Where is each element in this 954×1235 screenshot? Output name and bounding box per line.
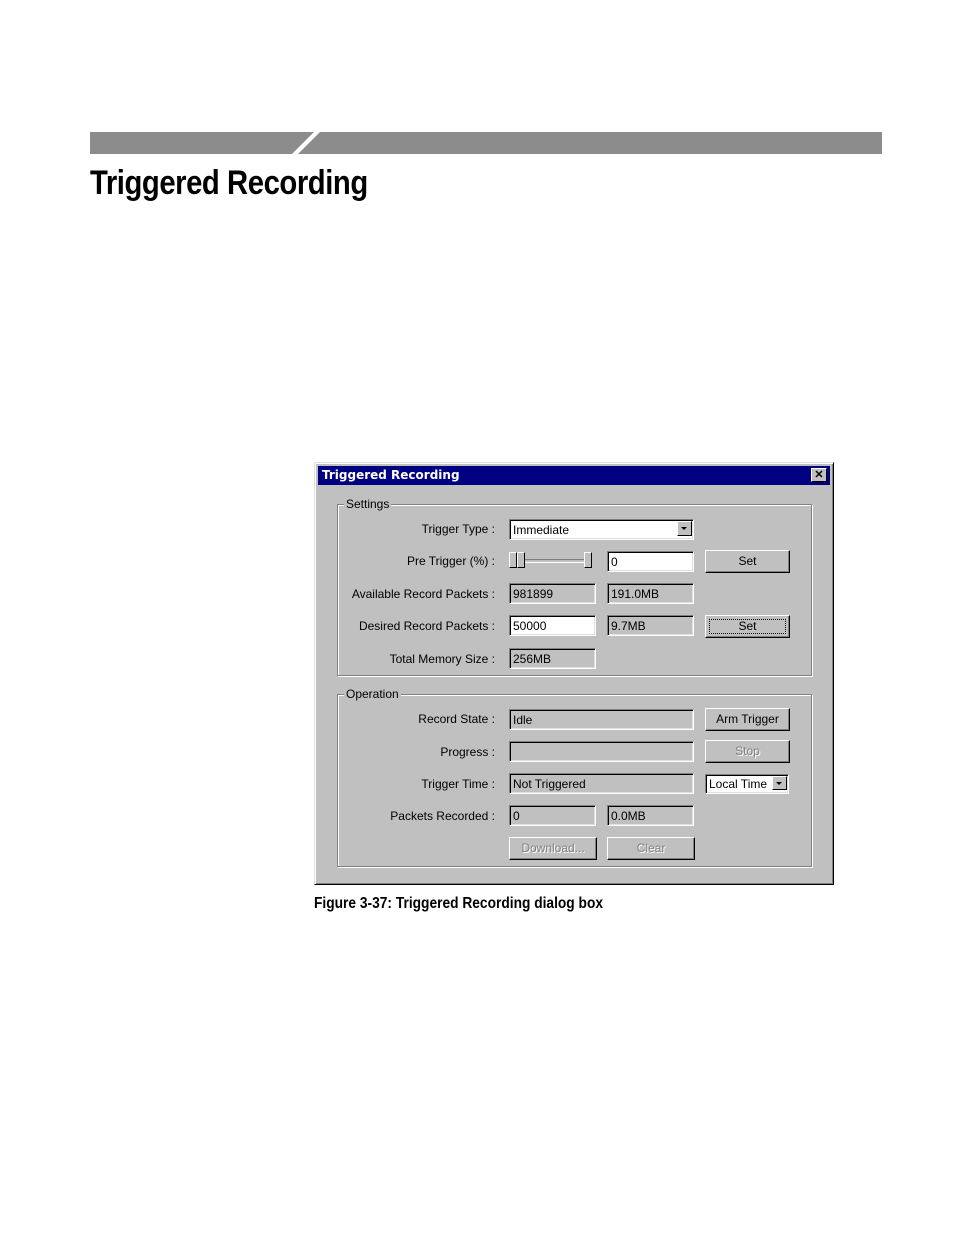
record-state-label: Record State : — [418, 712, 495, 726]
record-state-field: Idle — [509, 709, 694, 730]
chevron-down-icon[interactable] — [677, 521, 692, 536]
packets-recorded-size-field: 0.0MB — [607, 805, 694, 826]
available-packets-label: Available Record Packets : — [351, 587, 495, 601]
pre-trigger-slider[interactable] — [509, 551, 594, 569]
trigger-type-select[interactable] — [509, 519, 694, 540]
header-band — [90, 132, 882, 154]
progress-bar — [509, 741, 694, 762]
trigger-type-label: Trigger Type : — [421, 522, 495, 536]
pre-trigger-input[interactable] — [607, 551, 694, 572]
available-size-field: 191.0MB — [607, 583, 694, 604]
dialog-titlebar[interactable] — [318, 466, 830, 485]
pre-trigger-label: Pre Trigger (%) : — [406, 554, 495, 568]
trigger-type-value: Immediate — [513, 523, 570, 537]
available-packets-field: 981899 — [509, 583, 596, 604]
close-icon[interactable]: ✕ — [811, 468, 827, 482]
desired-packets-input[interactable] — [509, 615, 596, 636]
chevron-down-icon[interactable] — [772, 776, 787, 790]
slider-min-thumb[interactable] — [509, 552, 517, 568]
trigger-time-label: Trigger Time : — [421, 777, 495, 791]
triggered-recording-dialog — [314, 462, 834, 885]
total-memory-field: 256MB — [509, 648, 596, 669]
figure-caption: Figure 3-37: Triggered Recording dialog box — [314, 895, 604, 912]
arm-trigger-button[interactable]: Arm Trigger — [705, 708, 790, 731]
stop-button[interactable]: Stop — [705, 740, 790, 763]
slider-max-thumb[interactable] — [584, 552, 592, 568]
time-mode-value: Local Time — [709, 777, 768, 791]
pre-trigger-set-button[interactable]: Set — [705, 550, 790, 573]
packets-recorded-field: 0 — [509, 805, 596, 826]
download-button[interactable]: Download... — [509, 837, 597, 860]
settings-group-label: Settings — [346, 497, 390, 511]
slider-thumb[interactable] — [517, 552, 525, 568]
desired-packets-label: Desired Record Packets : — [358, 619, 495, 633]
clear-button[interactable]: Clear — [607, 837, 695, 860]
time-mode-select[interactable] — [705, 774, 789, 794]
packets-recorded-label: Packets Recorded : — [390, 809, 495, 823]
progress-label: Progress : — [440, 745, 495, 759]
desired-set-button[interactable]: Set — [705, 615, 790, 638]
total-memory-label: Total Memory Size : — [389, 652, 495, 666]
page-title: Triggered Recording — [90, 164, 368, 202]
dialog-title: Triggered Recording — [322, 468, 460, 482]
trigger-time-field: Not Triggered — [509, 773, 694, 794]
desired-size-field: 9.7MB — [607, 615, 694, 636]
operation-group-label: Operation — [346, 687, 399, 701]
